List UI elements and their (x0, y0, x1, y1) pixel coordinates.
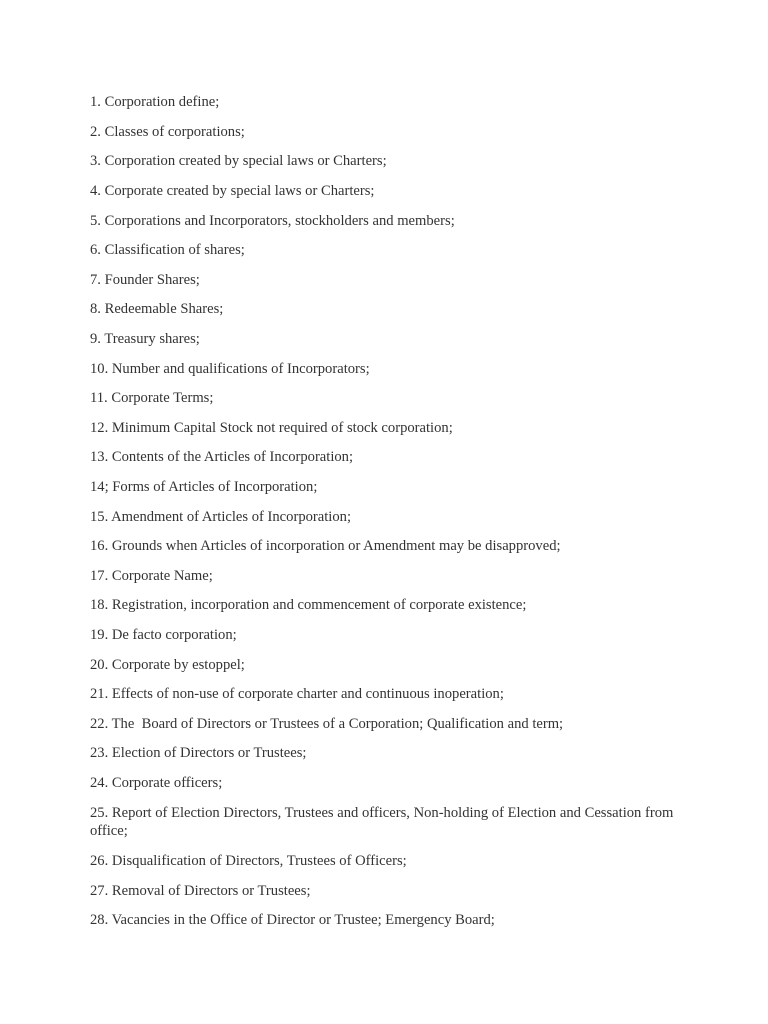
list-item: 7. Founder Shares; (90, 272, 200, 288)
list-item: 24. Corporate officers; (90, 775, 223, 791)
list-item: 12. Minimum Capital Stock not required of stock corporation; (90, 420, 453, 436)
list-item: 15. Amendment of Articles of Incorporation; (90, 509, 352, 525)
list-item: 9. Treasury shares; (90, 331, 200, 347)
list-item: 2. Classes of corporations; (90, 124, 245, 140)
list-item: 3. Corporation created by special laws or Charters; (90, 153, 387, 169)
list-item: 26. Disqualification of Directors, Trustees of Officers; (90, 853, 407, 869)
list-item: 19. De facto corporation; (90, 627, 237, 643)
list-item: 5. Corporations and Incorporators, stockholders and members; (90, 213, 455, 229)
list-item: 6. Classification of shares; (90, 242, 245, 258)
list-item: 1. Corporation define; (90, 94, 220, 110)
list-item: 10. Number and qualifications of Incorporators; (90, 361, 370, 377)
list-item: 28. Vacancies in the Office of Director or Trustee; Emergency Board; (90, 912, 495, 928)
list-item: 17. Corporate Name; (90, 568, 213, 584)
list-item: 25. Report of Election Directors, Trustees and officers, Non-holding of Election and Cessation from office; (90, 805, 678, 839)
list-item: 16. Grounds when Articles of incorporation or Amendment may be disapproved; (90, 538, 561, 554)
list-item: 18. Registration, incorporation and commencement of corporate existence; (90, 597, 527, 613)
list-item: 13. Contents of the Articles of Incorporation; (90, 449, 354, 465)
list-item: 20. Corporate by estoppel; (90, 657, 245, 673)
list-item: 27. Removal of Directors or Trustees; (90, 883, 311, 899)
list-item: 4. Corporate created by special laws or Charters; (90, 183, 375, 199)
list-item: 11. Corporate Terms; (90, 390, 214, 406)
list-item: 22. The Board of Directors or Trustees of a Corporation; Qualification and term; (90, 716, 564, 732)
list-item: 21. Effects of non-use of corporate charter and continuous inoperation; (90, 686, 504, 702)
list-item: 14; Forms of Articles of Incorporation; (90, 479, 318, 495)
list-item: 23. Election of Directors or Trustees; (90, 745, 307, 761)
list-item: 8. Redeemable Shares; (90, 301, 224, 317)
